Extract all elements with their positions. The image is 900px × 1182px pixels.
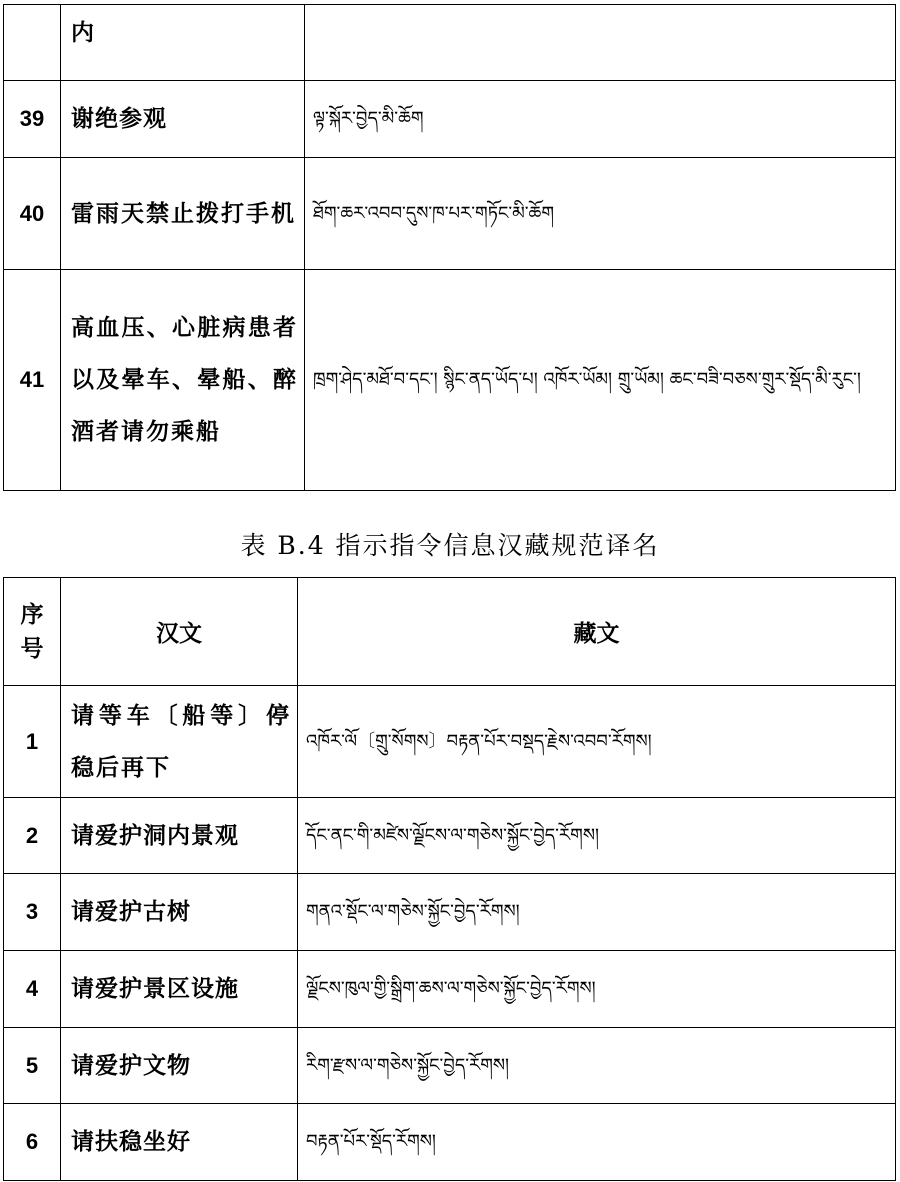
tibetan-term: ལྟ་སྐོར་བྱེད་མི་ཆོག [305,81,896,158]
chinese-term: 雷雨天禁止拨打手机 [61,158,305,270]
chinese-term: 请爱护景区设施 [61,951,298,1028]
chinese-term: 请扶稳坐好 [61,1104,298,1181]
row-number: 6 [4,1104,61,1181]
row-number: 41 [4,270,61,491]
header-tibetan: 藏文 [298,578,896,686]
header-seq [4,578,61,686]
chinese-term: 请爱护文物 [61,1028,298,1104]
tibetan-term: འཁོར་ལོ〔གྲུ་སོགས〕བརྟན་པོར་བསྡད་རྗེས་འབབ་རོགས། [298,686,896,798]
chinese-term: 请爱护古树 [61,874,298,951]
chinese-term: 内 [61,5,305,81]
row-number: 40 [4,158,61,270]
table-row [4,5,896,81]
chinese-term: 请爱护洞内景观 [61,798,298,874]
row-number: 2 [4,798,61,874]
tibetan-term: དོང་ནང་གི་མཛེས་ལྗོངས་ལ་གཅེས་སྐྱོང་བྱེད་རོགས། [298,798,896,874]
tibetan-term [305,5,896,81]
tibetan-term: ཁྲག་ཤེད་མཐོ་བ་དང་། སྙིང་ནད་ཡོད་པ། འཁོར་ཡོམ། གྲུ་ཡོམ། ཆང་བཟི་བཅས་གྲུར་སྡོད་མི་རུང་། [305,270,896,491]
row-number: 39 [4,81,61,158]
table-row [4,874,896,951]
table-header-row [4,578,896,686]
tibetan-term: གནའ་སྡོང་ལ་གཅེས་སྐྱོང་བྱེད་རོགས། [298,874,896,951]
tibetan-term: ལྗོངས་ཁུལ་གྱི་སྒྲིག་ཆས་ལ་གཅེས་སྐྱོང་བྱེད་རོགས། [298,951,896,1028]
table-row [4,686,896,798]
header-chinese: 汉文 [61,578,298,686]
table-b4 [3,577,896,1181]
row-number: 1 [4,686,61,798]
table-row [4,158,896,270]
tibetan-term: ཐོག་ཆར་འབབ་དུས་ཁ་པར་གཏོང་མི་ཆོག [305,158,896,270]
table-row [4,270,896,491]
row-number: 4 [4,951,61,1028]
chinese-term: 谢绝参观 [61,81,305,158]
chinese-term: 高血压、心脏病患者以及晕车、晕船、醉酒者请勿乘船 [61,270,305,491]
tibetan-term: བརྟན་པོར་སྡོད་རོགས། [298,1104,896,1181]
table-row [4,1028,896,1104]
chinese-term: 请等车〔船等〕停稳后再下 [61,686,298,798]
tibetan-term: རིག་རྫས་ལ་གཅེས་སྐྱོང་བྱེད་རོགས། [298,1028,896,1104]
header-seq-label: 序号 [20,601,44,662]
table-row [4,81,896,158]
table-row [4,951,896,1028]
table-row [4,1104,896,1181]
row-number: 3 [4,874,61,951]
row-number [4,5,61,81]
table-row [4,798,896,874]
table-caption: 表 B.4 指示指令信息汉藏规范译名 [240,531,660,560]
table-b3-continued [3,4,896,491]
row-number: 5 [4,1028,61,1104]
